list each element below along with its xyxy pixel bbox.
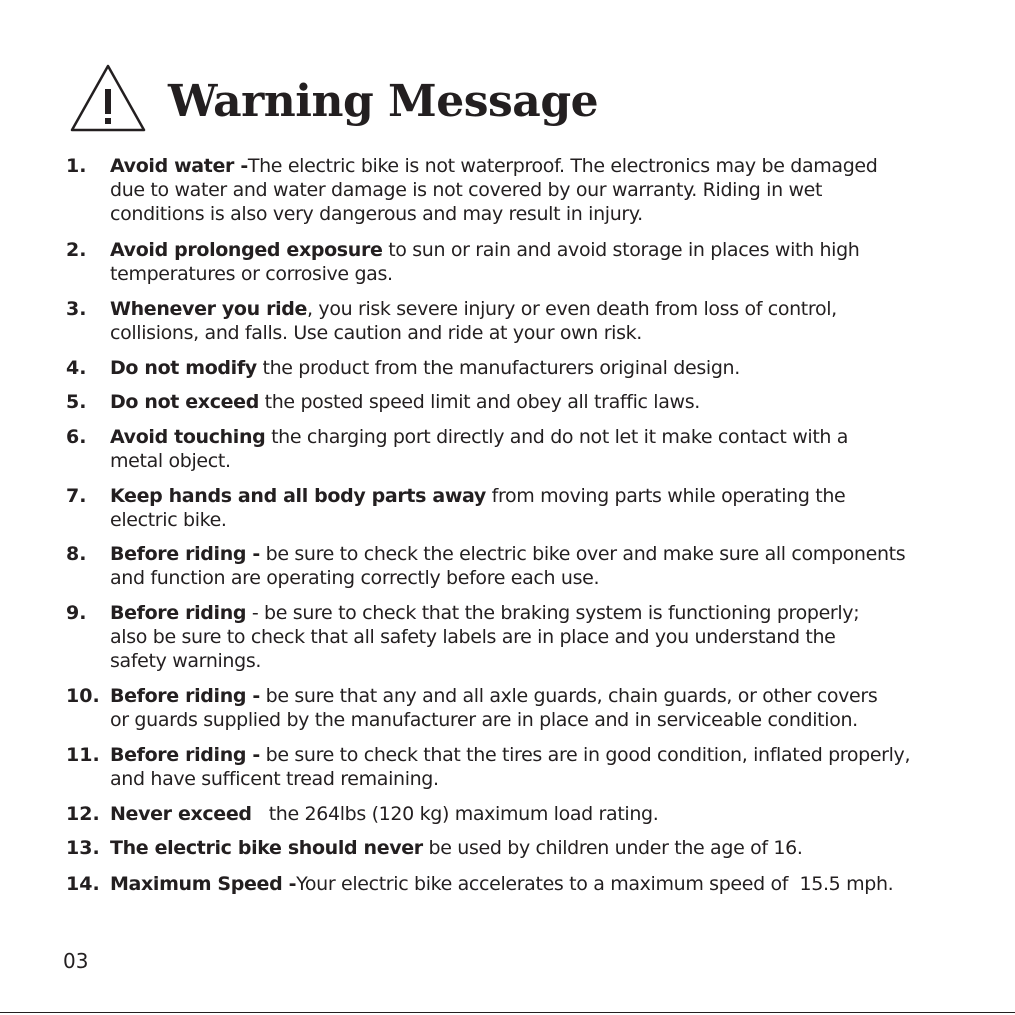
item-line: The electric bike is not waterproof. The electronics may be damaged	[247, 155, 878, 177]
item-line: metal object.	[110, 450, 231, 472]
item-line: be used by children under the age of 16.	[422, 837, 803, 859]
item-emphasis: Avoid water -	[110, 155, 248, 177]
item-line: Your electric bike accelerates to a maximum speed of 15.5 mph.	[296, 873, 894, 895]
item-line: - be sure to check that the braking system is functioning properly;	[246, 602, 860, 624]
page-title: Warning Message	[168, 76, 599, 127]
item-number: 10.	[66, 685, 100, 707]
item-text	[110, 238, 980, 286]
item-line: be sure that any and all axle guards, chain guards, or other covers	[259, 685, 878, 707]
item-emphasis: Before riding -	[110, 543, 260, 565]
item-number: 6.	[66, 426, 87, 448]
item-number: 11.	[66, 744, 100, 766]
item-text	[110, 356, 980, 380]
item-text	[110, 390, 980, 414]
item-number: 9.	[66, 602, 87, 624]
item-line: the product from the manufacturers original design.	[256, 357, 740, 379]
item-line: also be sure to check that all safety labels are in place and you understand the	[110, 626, 836, 648]
item-text	[110, 425, 980, 473]
item-line: be sure to check that the tires are in good condition, inflated properly,	[259, 744, 911, 766]
item-text	[110, 802, 980, 826]
item-emphasis: Keep hands and all body parts away	[110, 485, 486, 507]
item-number: 1.	[66, 155, 87, 177]
item-line: collisions, and falls. Use caution and ride at your own risk.	[110, 322, 642, 344]
page-number: 03	[63, 949, 89, 973]
item-text	[110, 836, 980, 860]
item-number: 3.	[66, 298, 87, 320]
item-emphasis: Maximum Speed -	[110, 873, 297, 895]
item-emphasis: Whenever you ride	[110, 298, 308, 320]
item-number: 12.	[66, 803, 100, 825]
warning-triangle-icon	[68, 62, 148, 134]
item-line: and have sufficent tread remaining.	[110, 768, 439, 790]
bottom-divider	[0, 1012, 1015, 1013]
item-emphasis: Avoid prolonged exposure	[110, 239, 383, 261]
item-emphasis: Before riding -	[110, 744, 260, 766]
item-line: be sure to check the electric bike over and make sure all components	[259, 543, 906, 565]
item-text	[110, 154, 980, 226]
item-emphasis: Before riding	[110, 602, 247, 624]
item-number: 7.	[66, 485, 87, 507]
item-emphasis: Never exceed	[110, 803, 252, 825]
item-text	[110, 542, 980, 590]
item-number: 4.	[66, 357, 87, 379]
item-text	[110, 684, 980, 732]
item-text	[110, 743, 980, 791]
item-line: safety warnings.	[110, 650, 262, 672]
item-line: or guards supplied by the manufacturer are in place and in serviceable condition.	[110, 709, 858, 731]
item-text	[110, 297, 980, 345]
item-line: from moving parts while operating the	[485, 485, 846, 507]
item-line: the charging port directly and do not let it make contact with a	[265, 426, 849, 448]
item-emphasis: Avoid touching	[110, 426, 266, 448]
item-line: due to water and water damage is not covered by our warranty. Riding in wet	[110, 179, 823, 201]
item-emphasis: Do not modify	[110, 357, 257, 379]
item-emphasis: Do not exceed	[110, 391, 259, 413]
item-text	[110, 484, 980, 532]
item-text	[110, 601, 980, 673]
item-line: to sun or rain and avoid storage in places with high	[382, 239, 860, 261]
item-line: , you risk severe injury or even death from loss of control,	[307, 298, 837, 320]
item-number: 14.	[66, 873, 100, 895]
item-line: conditions is also very dangerous and may result in injury.	[110, 203, 643, 225]
item-text	[110, 872, 980, 896]
item-number: 5.	[66, 391, 87, 413]
item-emphasis: The electric bike should never	[110, 837, 423, 859]
item-number: 13.	[66, 837, 100, 859]
item-line: temperatures or corrosive gas.	[110, 263, 393, 285]
item-line: the 264lbs (120 kg) maximum load rating.	[251, 803, 659, 825]
item-number: 8.	[66, 543, 87, 565]
item-number: 2.	[66, 239, 87, 261]
item-line: and function are operating correctly before each use.	[110, 567, 600, 589]
item-line: electric bike.	[110, 509, 227, 531]
item-emphasis: Before riding -	[110, 685, 260, 707]
item-line: the posted speed limit and obey all traffic laws.	[258, 391, 700, 413]
